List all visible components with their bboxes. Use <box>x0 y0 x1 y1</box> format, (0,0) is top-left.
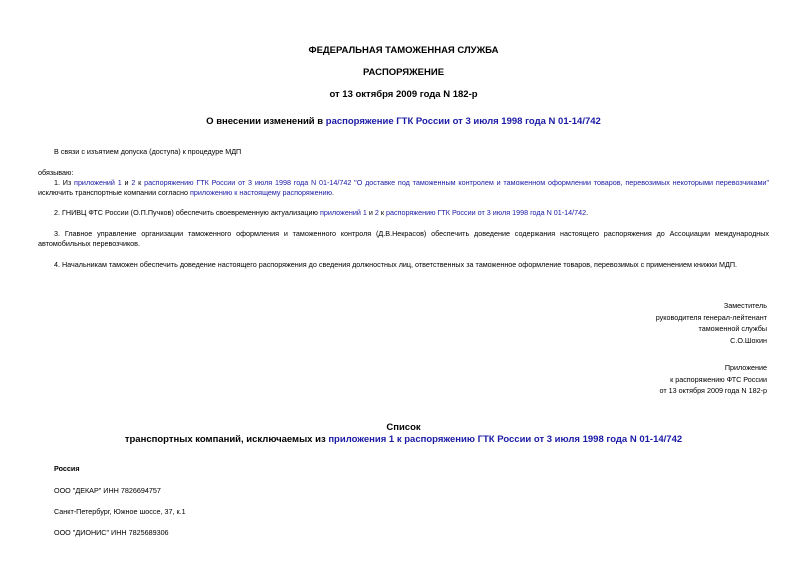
obliges-text: обязываю: <box>38 168 74 177</box>
item-1-link-app1[interactable]: приложений 1 <box>74 178 122 187</box>
item-2-link-order[interactable]: распоряжению ГТК России от 3 июля 1998 года N 01-14/742 <box>386 208 587 217</box>
signature-line-1: Заместитель <box>723 301 767 310</box>
item-4-paragraph: 4. Начальникам таможен обеспечить доведение настоящего распоряжения до сведения должностных лиц, ответственных за таможенное оформление товаров, перевозимых с применением книжки МДП. <box>54 260 738 269</box>
item-1-link-app2[interactable]: 2 <box>131 178 136 187</box>
list-entry: Санкт-Петербург, Южное шоссе, 37, к.1 <box>54 507 186 516</box>
country-label: Россия <box>54 464 80 473</box>
signature-line-2: руководителя генерал-лейтенант <box>655 312 767 322</box>
appendix-line-3: от 13 октября 2009 года N 182-р <box>659 386 767 395</box>
item-1-link-appendix[interactable]: приложению к настоящему распоряжению <box>190 188 332 197</box>
agency-heading: ФЕДЕРАЛЬНАЯ ТАМОЖЕННАЯ СЛУЖБА <box>308 45 499 56</box>
item-1-part-e: . <box>332 188 334 197</box>
item-1-paragraph <box>38 178 769 198</box>
list-subheading-link[interactable]: приложения 1 к распоряжению ГТК России от 3 июля 1998 года N 01-14/742 <box>328 434 683 445</box>
doc-title <box>0 116 807 127</box>
doc-title-prefix: О внесении изменений в <box>206 116 326 127</box>
item-2-part-d: . <box>586 208 589 217</box>
item-2-link-app1[interactable]: приложений 1 <box>319 208 367 217</box>
list-subheading <box>0 434 807 445</box>
preamble-text: В связи с изъятием допуска (доступа) к процедуре МДП <box>54 147 242 156</box>
item-1-part-a: 1. Из <box>54 178 75 187</box>
signature-block <box>656 300 767 346</box>
item-2-paragraph <box>54 208 588 218</box>
doc-type-heading: РАСПОРЯЖЕНИЕ <box>362 67 445 78</box>
item-1-part-d: исключить транспортные компании согласно <box>38 188 190 197</box>
appendix-line-2: к распоряжению ФТС России <box>670 374 767 384</box>
list-subheading-prefix: транспортных компаний, исключаемых из <box>124 434 329 445</box>
item-2-link-app2[interactable]: 2 <box>374 208 379 217</box>
item-2-part-a: 2. ГНИВЦ ФТС России (О.П.Пучков) обеспечить своевременную актуализацию <box>54 208 320 217</box>
signature-line-3: таможенной службы <box>698 324 767 333</box>
list-entry: ООО "ДИОНИС" ИНН 7825689306 <box>54 528 169 537</box>
doc-title-link[interactable]: распоряжение ГТК России от 3 июля 1998 года N 01-14/742 <box>325 116 601 127</box>
item-1-part-c: к <box>135 178 145 187</box>
item-2-part-b: и <box>366 208 375 217</box>
signature-line-4: С.О.Шохин <box>730 335 767 345</box>
appendix-block <box>660 362 768 397</box>
list-entry: ООО "ДЕКАР" ИНН 7826694757 <box>54 486 161 495</box>
item-1-part-b: и <box>121 178 132 187</box>
item-2-part-c: к <box>378 208 387 217</box>
appendix-line-1: Приложение <box>724 363 767 372</box>
doc-date-number: от 13 октября 2009 года N 182-р <box>329 89 478 100</box>
item-1-link-order[interactable]: распоряжению ГТК России от 3 июля 1998 года N 01-14/742 "О доставке под таможенным контролем и таможенном оформлении товаров, перевозимых некоторыми перевозчиками" <box>144 178 769 187</box>
item-3-paragraph: 3. Главное управление организации таможенного оформления и таможенного контроля (Д.В.Некрасов) обеспечить доведение содержания настоящего распоряжения до Ассоциации международных автомобильных перевозчиков. <box>38 229 769 248</box>
list-heading: Список <box>386 422 421 433</box>
